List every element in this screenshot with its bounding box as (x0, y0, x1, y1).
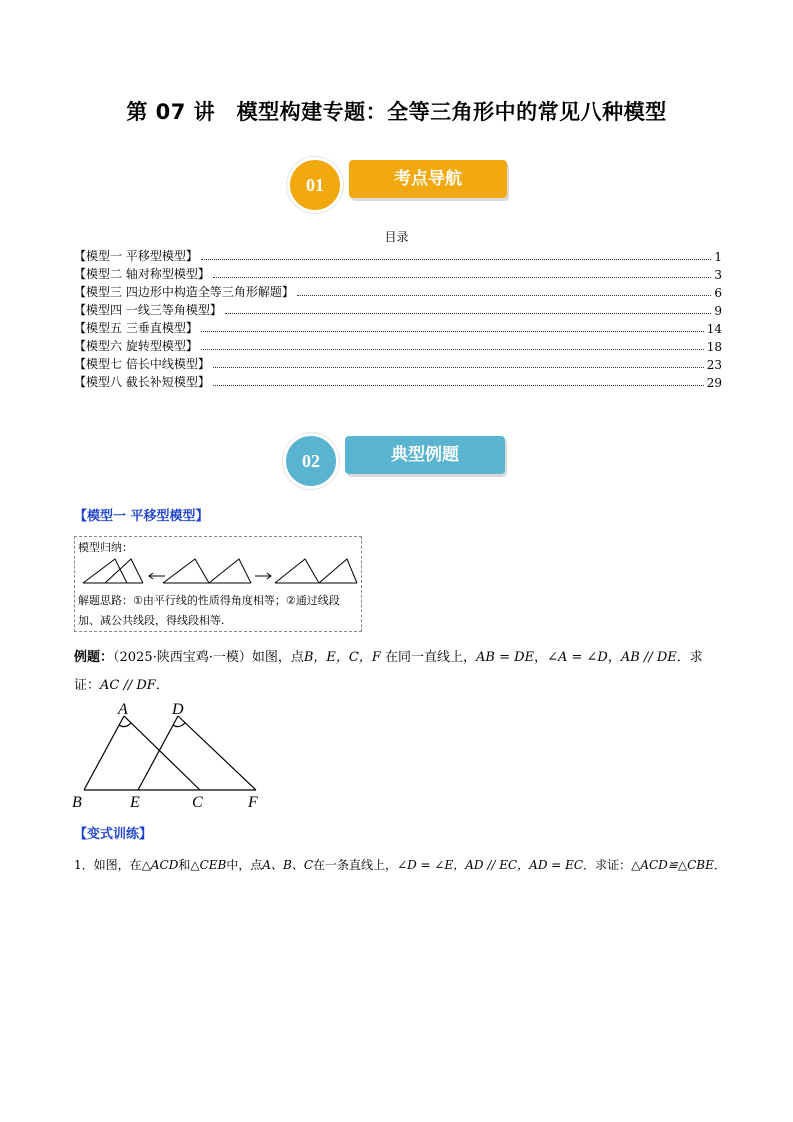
point-label-E: E (130, 794, 140, 811)
toc-item[interactable] (74, 354, 722, 372)
example-text: 证： (74, 678, 101, 693)
q1-text: 在一条直线上， (313, 858, 398, 872)
badge-label: 考点导航 (349, 160, 507, 198)
toc-item[interactable] (74, 300, 722, 318)
toc-leader (213, 367, 704, 368)
translation-model-diagram (75, 553, 361, 593)
toc-item-page: 14 (706, 322, 722, 336)
toc-item-label: 【模型六 旋转型模型】 (74, 339, 198, 353)
point-label-D: D (172, 701, 184, 718)
table-of-contents (74, 246, 722, 390)
example-text: ．求 (676, 650, 703, 665)
example-figure (70, 698, 270, 818)
section-heading: 【模型一 平移型模型】 (74, 509, 209, 524)
q1-conditions: ∠D = ∠E，AD // EC，AD = EC (397, 858, 584, 872)
toc-leader (201, 331, 704, 332)
condition-1: AB = DE (476, 650, 535, 665)
point-label-C: C (192, 794, 203, 811)
model-box-title: 模型归纳： (78, 541, 133, 554)
model-box-tip-line1: 解题思路：①由平行线的性质得角度相等；②通过线段 (78, 594, 340, 607)
q1-text: 中，点 (226, 858, 263, 872)
triangle-ceb: △CEB (190, 858, 227, 872)
toc-item[interactable] (74, 264, 722, 282)
badge-number: 01 (287, 157, 343, 213)
toc-leader (297, 295, 712, 296)
toc-item-label: 【模型一 平移型模型】 (74, 249, 198, 263)
badge-number: 02 (283, 433, 339, 489)
condition-2: ∠A = ∠D (547, 650, 608, 665)
toc-leader (201, 349, 704, 350)
segment-DE (138, 716, 178, 790)
q1-text: 和 (178, 858, 191, 872)
toc-item[interactable] (74, 246, 722, 264)
example-label: 例题： (74, 650, 114, 665)
model-box-tip-line2: 加、减公共线段，得线段相等. (78, 614, 225, 627)
page-title: 第 07 讲 模型构建专题：全等三角形中的常见八种模型 (126, 100, 667, 124)
condition-3: AB // DE (620, 650, 677, 665)
model-summary-box (74, 536, 362, 632)
toc-item-page: 18 (706, 340, 722, 354)
toc-leader (213, 277, 712, 278)
triangle-acd: △ACD (141, 858, 179, 872)
angle-mark-A (119, 723, 131, 727)
question-1 (74, 856, 726, 873)
q1-text: ． (713, 858, 726, 872)
segment-AB (84, 716, 124, 790)
toc-item[interactable] (74, 336, 722, 354)
point-label-B: B (72, 794, 82, 811)
example-goal: AC // DF (100, 678, 156, 693)
toc-item-page: 3 (714, 268, 722, 282)
toc-item-page: 1 (714, 250, 722, 264)
q1-points: A、B、C (262, 858, 314, 872)
toc-item-page: 29 (706, 376, 722, 390)
q1-text: ．求证： (583, 858, 632, 872)
example-text: 在同一直线上， (385, 650, 477, 665)
toc-item-label: 【模型四 一线三等角模型】 (74, 303, 222, 317)
variant-training-heading: 【变式训练】 (74, 827, 153, 842)
toc-leader (213, 385, 704, 386)
toc-leader (201, 259, 712, 260)
toc-item-label: 【模型七 倍长中线模型】 (74, 357, 210, 371)
toc-item-label: 【模型二 轴对称型模型】 (74, 267, 210, 281)
toc-item[interactable] (74, 372, 722, 390)
point-label-A: A (118, 701, 128, 718)
example-problem: 例题：（2025·陕西宝鸡·一模）如图，点B，E，C，F 在同一直线上，AB = DE，∠A = ∠D，AB // DE．求 证：AC // DF． (74, 650, 703, 693)
q1-text: 1．如图，在 (74, 858, 142, 872)
segment-DF (178, 716, 256, 790)
toc-item-page: 6 (714, 286, 722, 300)
angle-mark-D (173, 723, 185, 727)
example-source: （2025·陕西宝鸡·一模）如图，点 (113, 650, 304, 665)
toc-item-page: 23 (706, 358, 722, 372)
segment-AC (124, 716, 200, 790)
toc-item[interactable] (74, 282, 722, 300)
toc-title: 目录 (384, 230, 409, 244)
toc-leader (225, 313, 712, 314)
badge-label: 典型例题 (345, 436, 505, 474)
toc-item[interactable] (74, 318, 722, 336)
toc-item-label: 【模型八 截长补短模型】 (74, 375, 210, 389)
toc-item-label: 【模型三 四边形中构造全等三角形解题】 (74, 285, 294, 299)
q1-goal: △ACD≌△CBE (631, 858, 714, 872)
example-points: B，E，C，F (303, 650, 381, 665)
point-label-F: F (248, 794, 258, 811)
toc-item-page: 9 (714, 304, 722, 318)
toc-item-label: 【模型五 三垂直模型】 (74, 321, 198, 335)
